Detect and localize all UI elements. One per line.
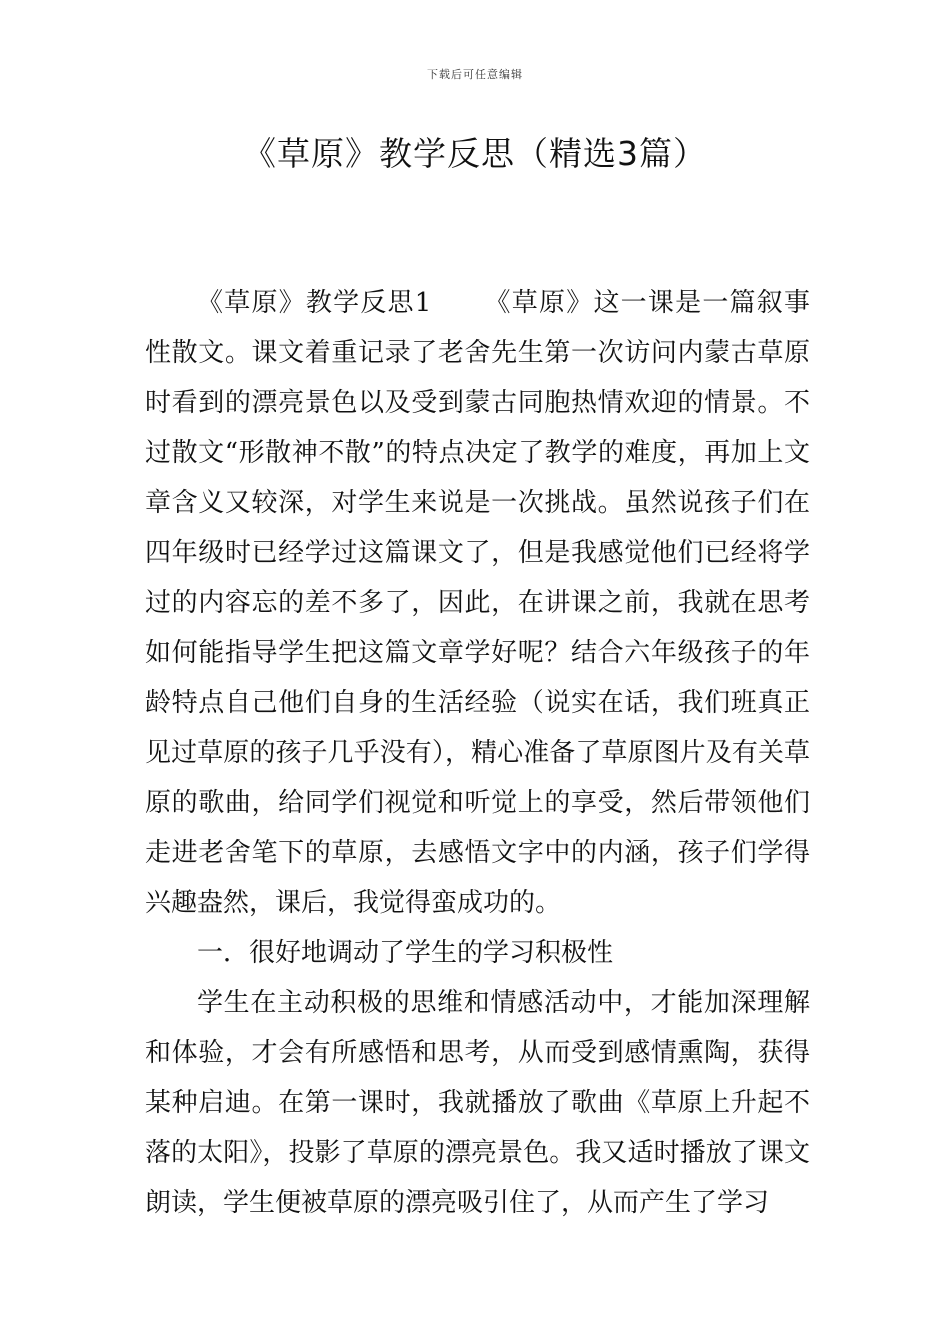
paragraph-2: 学生在主动积极的思维和情感活动中，才能加深理解和体验，才会有所感悟和思考，从而受到感情熏陶，获得某种启迪。在第一课时，我就播放了歌曲《草原上升起不落的太阳》，投影了草原的漂亮景色。我又适时播放了课文朗读，学生便被草原的漂亮吸引住了，从而产生了学习 <box>145 988 810 1218</box>
paragraph-1 <box>145 278 810 928</box>
header-note: 下载后可任意编辑 <box>427 68 523 81</box>
section-heading-1: 《草原》教学反思1 <box>197 288 432 318</box>
document-body <box>145 278 810 1228</box>
document-title: 《草原》教学反思（精选3篇） <box>243 134 707 173</box>
paragraph-1-text: 《草原》这一课是一篇叙事性散文。课文着重记录了老舍先生第一次访问内蒙古草原时看到的漂亮景色以及受到蒙古同胞热情欢迎的情景。不过散文“形散神不散”的特点决定了教学的难度，再加上文章含义又较深，对学生来说是一次挑战。虽然说孩子们在四年级时已经学过这篇课文了，但是我感觉他们已经将学过的内容忘的差不多了，因此，在讲课之前，我就在思考如何能指导学生把这篇文章学好呢？结合六年级孩子的年龄特点自己他们自身的生活经验（说实在话，我们班真正见过草原的孩子几乎没有），精心准备了草原图片及有关草原的歌曲，给同学们视觉和听觉上的享受，然后带领他们走进老舍笔下的草原，去感悟文字中的内涵，孩子们学得兴趣盎然，课后，我觉得蛮成功的。 <box>145 288 810 918</box>
point-heading-1: 一．很好地调动了学生的学习积极性 <box>197 938 614 968</box>
